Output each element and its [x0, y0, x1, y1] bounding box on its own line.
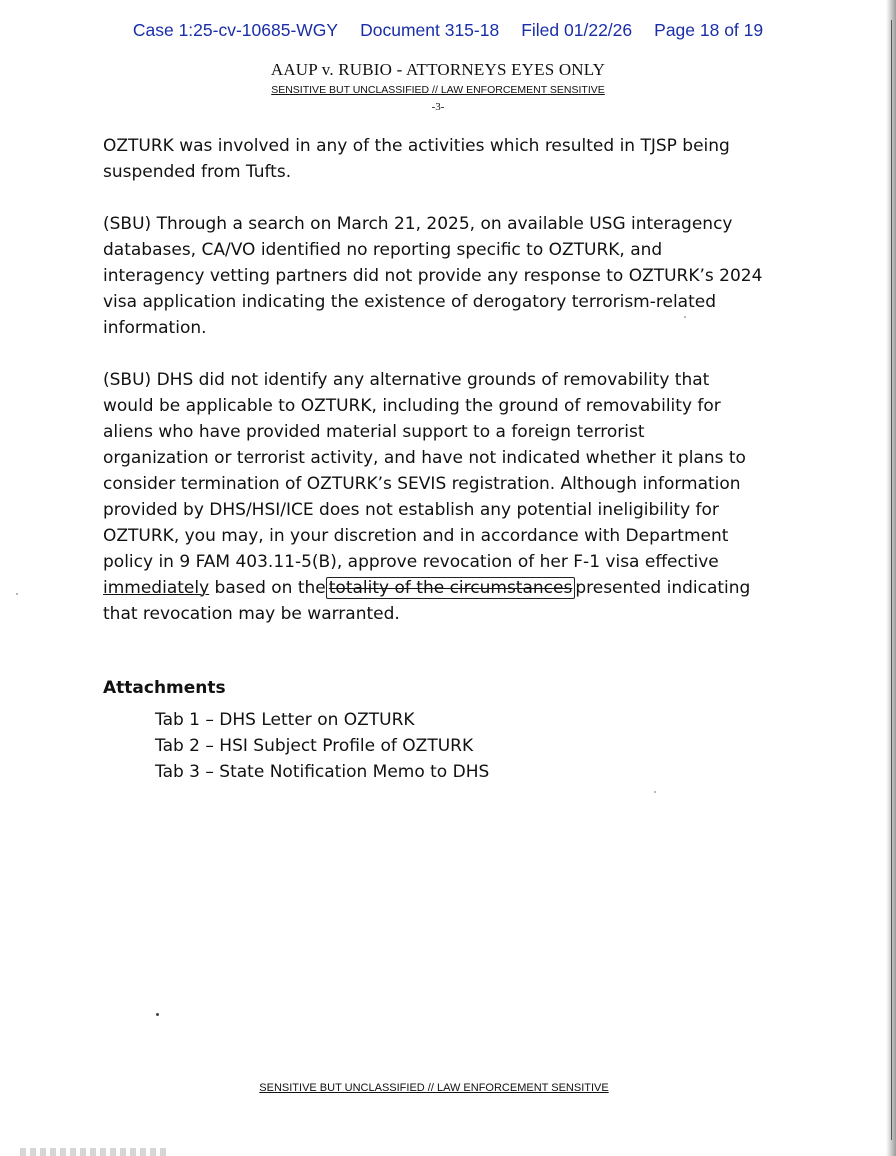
scan-speck [684, 316, 686, 318]
document-title: AAUP v. RUBIO - ATTORNEYS EYES ONLY [270, 60, 606, 79]
text-line: would be applicable to OZTURK, including the ground of removability for [103, 396, 721, 416]
attachments-heading: Attachments [103, 678, 226, 698]
text-line: (SBU) Through a search on March 21, 2025, on available USG interagency [103, 214, 733, 234]
text-line: consider termination of OZTURK’s SEVIS registration. Although information [103, 474, 741, 494]
underlined-text: immediately [103, 578, 210, 598]
text-line-annotated [103, 575, 783, 601]
inline-text: presented indicating [575, 578, 751, 598]
page-number: -3- [431, 101, 445, 113]
list-item: Tab 2 – HSI Subject Profile of OZTURK [155, 736, 474, 756]
paragraph-1 [103, 133, 783, 185]
text-line: aliens who have provided material support to a foreign terrorist [103, 422, 645, 442]
text-line: information. [103, 318, 207, 338]
scan-bleed [20, 1148, 170, 1156]
text-line: databases, CA/VO identified no reporting specific to OZTURK, and [103, 240, 663, 260]
attachments-list [155, 707, 489, 785]
scan-speck [654, 791, 656, 793]
document-number: Document 315-18 [360, 20, 500, 40]
paragraph-3 [103, 367, 783, 627]
footer-classification: SENSITIVE BUT UNCLASSIFIED // LAW ENFORCEMENT SENSITIVE [259, 1082, 609, 1094]
filed-date: Filed 01/22/26 [521, 20, 633, 40]
text-line: provided by DHS/HSI/ICE does not establish any potential ineligibility for [103, 500, 719, 520]
page-count: Page 18 of 19 [654, 20, 764, 40]
list-item: Tab 1 – DHS Letter on OZTURK [155, 710, 415, 730]
handwritten-box-annotation: totality of the circumstances [326, 577, 576, 599]
case-number: Case 1:25-cv-10685-WGY [132, 20, 339, 40]
text-line: that revocation may be warranted. [103, 604, 400, 624]
header-classification: SENSITIVE BUT UNCLASSIFIED // LAW ENFORCEMENT SENSITIVE [271, 84, 605, 96]
text-line: visa application indicating the existence of derogatory terrorism-related [103, 292, 716, 312]
scan-edge [886, 0, 896, 1156]
list-item: Tab 3 – State Notification Memo to DHS [155, 762, 490, 782]
text-line: interagency vetting partners did not provide any response to OZTURK’s 2024 [103, 266, 763, 286]
text-line: (SBU) DHS did not identify any alternative grounds of removability that [103, 370, 710, 390]
court-filing-stamp [0, 20, 896, 41]
scan-speck [156, 1013, 159, 1016]
scan-speck [16, 593, 18, 595]
text-line: OZTURK was involved in any of the activities which resulted in TJSP being [103, 136, 730, 156]
text-line: suspended from Tufts. [103, 162, 292, 182]
inline-text: based on the [209, 578, 326, 598]
text-line: OZTURK, you may, in your discretion and in accordance with Department [103, 526, 729, 546]
text-line: policy in 9 FAM 403.11-5(B), approve revocation of her F-1 visa effective [103, 552, 719, 572]
text-line: organization or terrorist activity, and have not indicated whether it plans to [103, 448, 746, 468]
paragraph-2 [103, 211, 783, 341]
